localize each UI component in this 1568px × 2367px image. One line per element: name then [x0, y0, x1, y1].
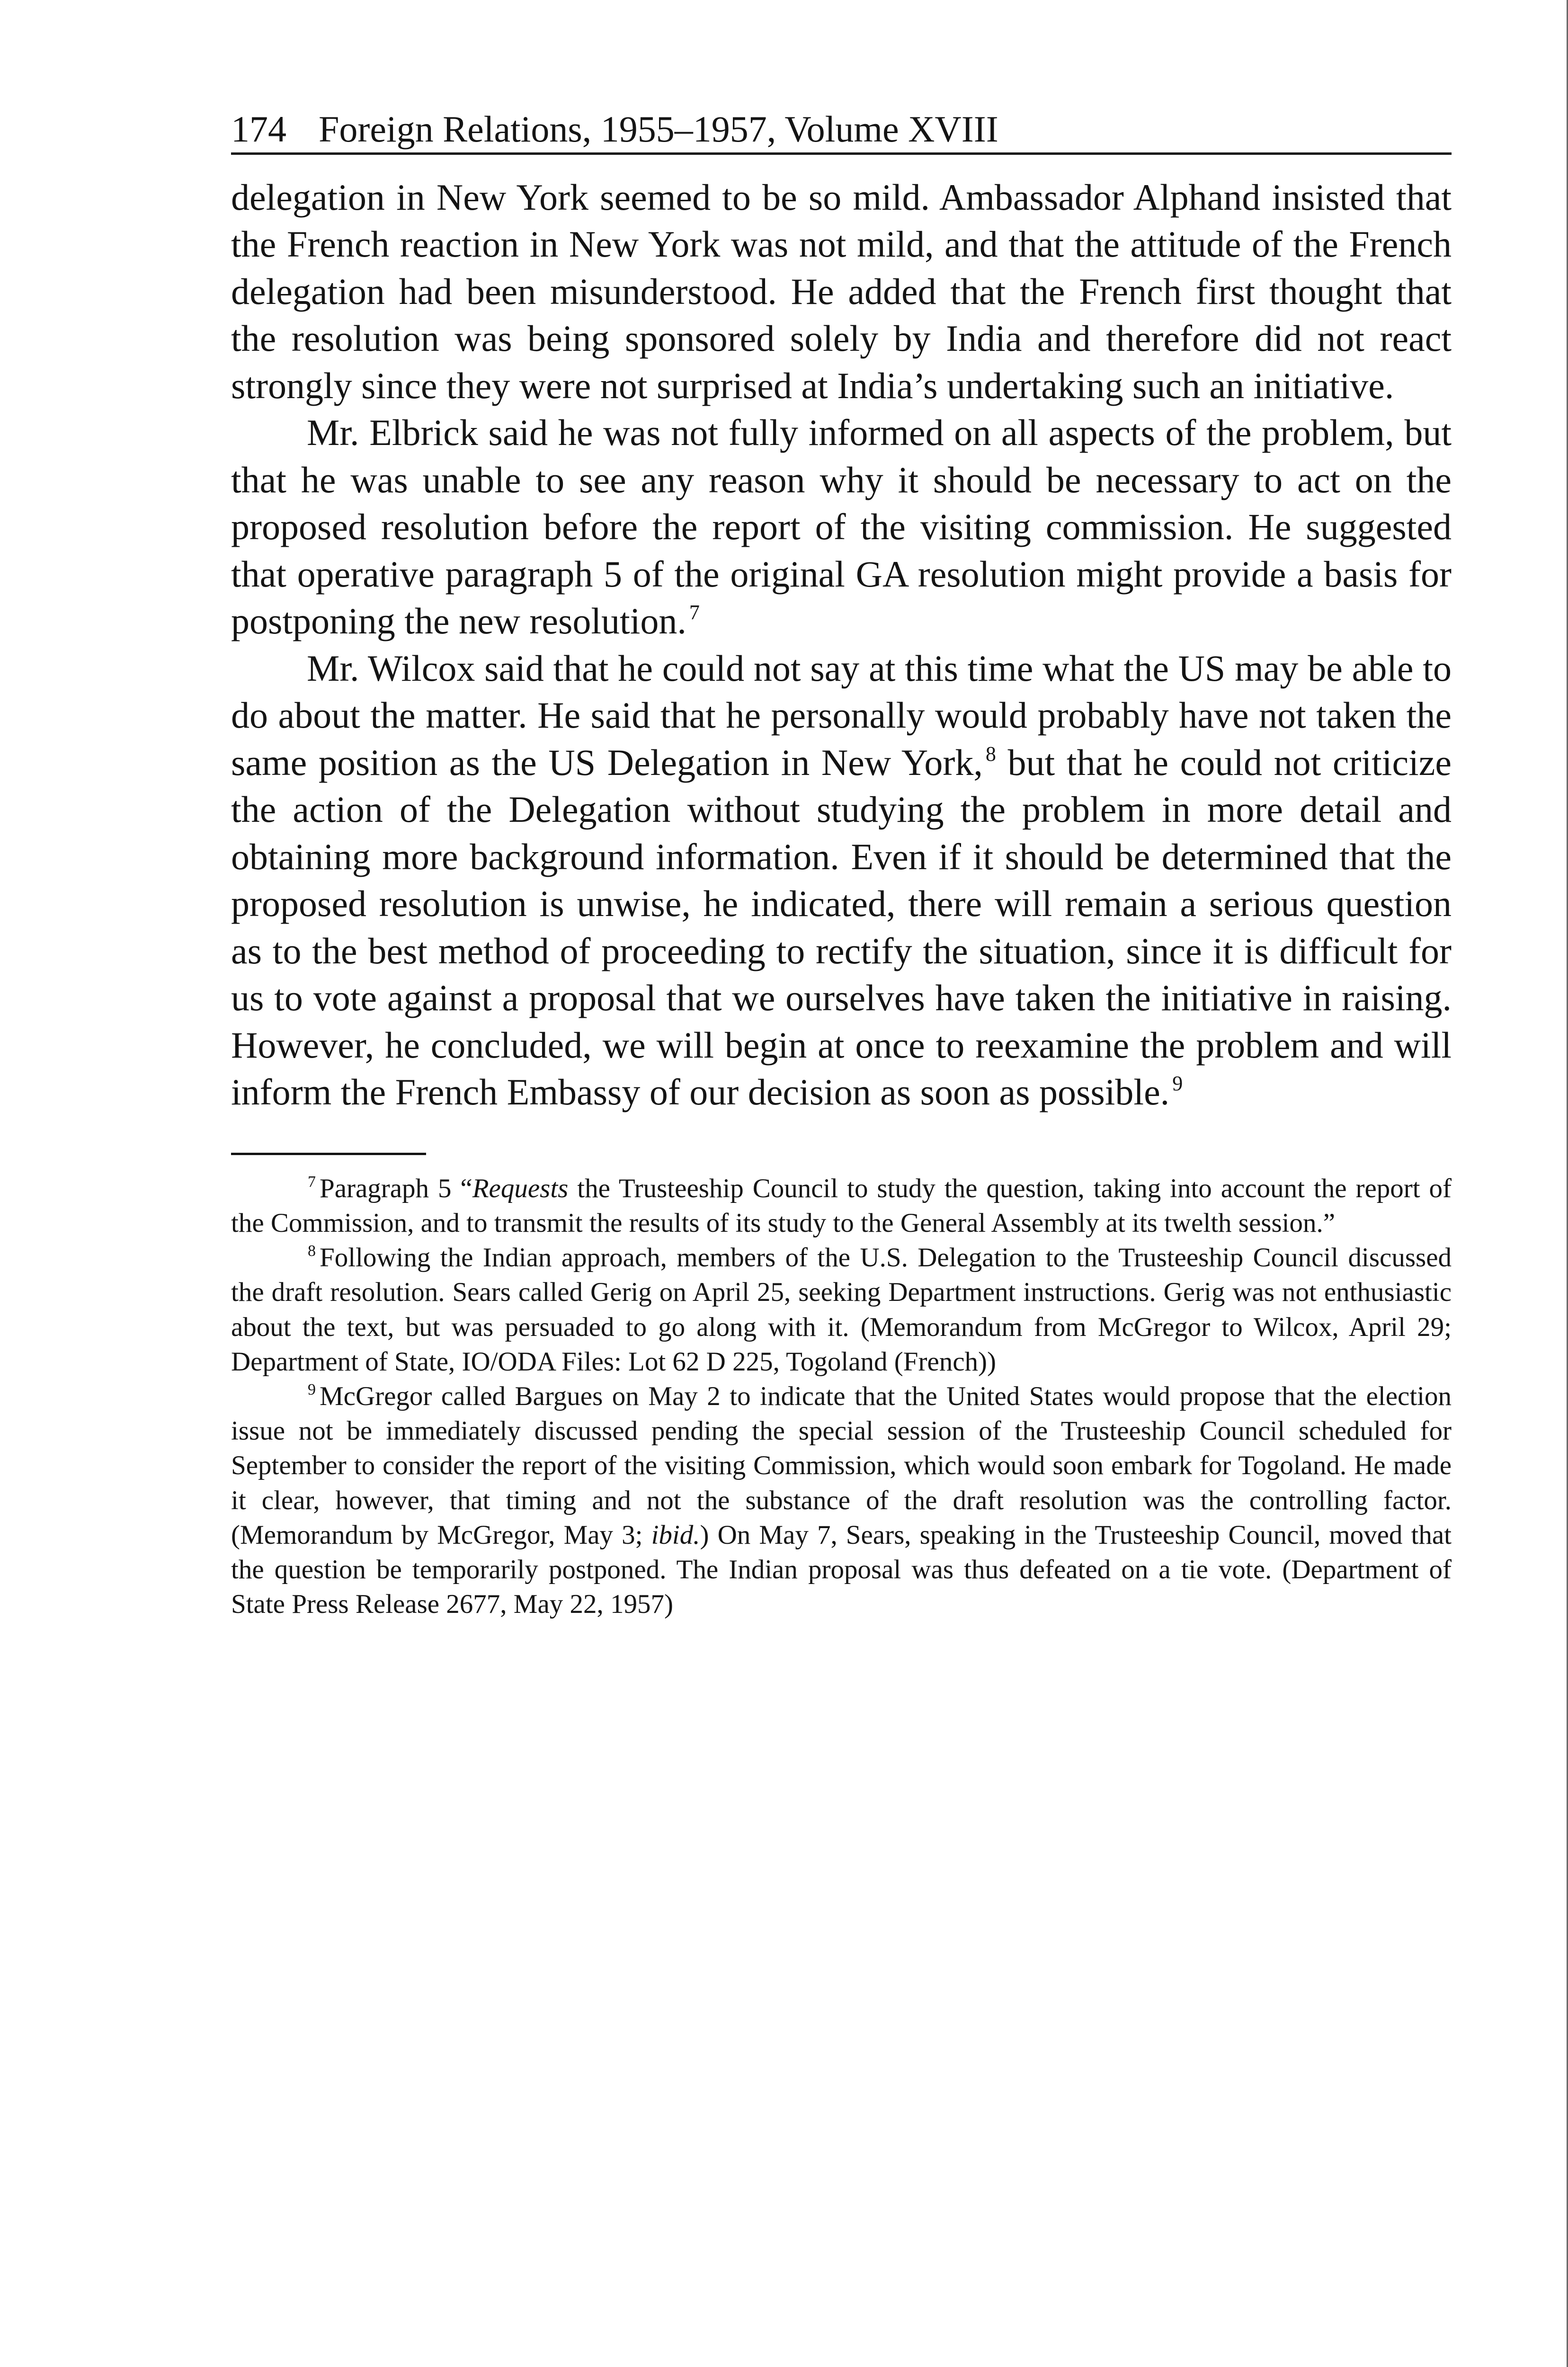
document-page	[231, 109, 1452, 1621]
footnotes	[231, 1171, 1452, 1622]
paragraph-3-text-b: but that he could not criticize the action of the Delegation without studying the problem in more detail and obtaining more background information. Even if it should be determined that the proposed resolution is unwise, he indicated, there will remain a serious question as to the best method of proceeding to rectify the situation, since it is difficult for us to vote against a proposal that we ourselves have taken the initiative in raising. However, he concluded, we will begin at once to reexamine the problem and will inform the French Embassy of our decision as soon as possible.	[231, 741, 1452, 1113]
paragraph-3-text-a: Mr. Wilcox said that he could not say at this time what the US may be able to do about the matter. He said that he personally would probably have not taken the same position as the US Delegation in New York,	[231, 647, 1452, 783]
footnote-9-rest: ) On May 7, Sears, speaking in the Trusteeship Council, moved that the question be temporarily postponed. The Indian proposal was thus defeated on a tie vote. (Department of State Press Release 2677, May 22, 1957)	[231, 1520, 1452, 1620]
paragraph-2-text: Mr. Elbrick said he was not fully informed on all aspects of the problem, but that he was unable to see any reason why it should be necessary to act on the proposed resolution before the report of the visiting commission. He suggested that operative paragraph 5 of the original GA resolution might provide a basis for postponing the new resolution.	[231, 412, 1452, 642]
footnote-8	[231, 1240, 1452, 1379]
paragraph-1-text: delegation in New York seemed to be so mild. Ambassador Alphand insisted that the French reaction in New York was not mild, and that the attitude of the French delegation had been misunderstood. He added that the French first thought that the resolution was being sponsored solely by India and therefore did not react strongly since they were not surprised at India’s undertaking such an initiative.	[231, 176, 1452, 406]
body-text	[231, 174, 1452, 1116]
volume-title: Foreign Relations, 1955–1957, Volume XVIII	[319, 108, 998, 150]
footnote-ref-7: 7	[689, 601, 700, 624]
footnote-9-lead: McGregor called Bargues on May 2 to indicate that the United States would propose that the election issue not be immediately discussed pending the special session of the Trusteeship Council scheduled for September to consider the report of the visiting Commission, which would soon embark for Togoland. He made it clear, however, that timing and not the substance of the draft resolution was the controlling factor. (Memorandum by McGregor, May 3;	[231, 1381, 1452, 1550]
page-number: 174	[231, 108, 286, 150]
running-head	[231, 109, 1452, 155]
footnote-9	[231, 1379, 1452, 1621]
paragraph-1	[231, 174, 1452, 409]
footnote-ref-9: 9	[1172, 1072, 1183, 1095]
paragraph-2	[231, 409, 1452, 645]
footnote-7	[231, 1171, 1452, 1240]
footnote-9-marker: 9	[308, 1381, 316, 1399]
paragraph-3	[231, 645, 1452, 1116]
footnote-9-italic: ibid.	[651, 1520, 700, 1550]
footnote-7-italic: Requests	[472, 1173, 569, 1203]
footnote-divider	[231, 1153, 426, 1155]
footnote-7-marker: 7	[308, 1173, 316, 1191]
footnote-7-lead: Paragraph 5 “	[320, 1173, 472, 1203]
footnote-7-rest: the Trusteeship Council to study the question, taking into account the report of the Commission, and to transmit the results of its study to the General Assembly at its twelth session.”	[231, 1173, 1452, 1238]
footnote-8-marker: 8	[308, 1242, 316, 1260]
footnote-ref-8: 8	[985, 742, 996, 765]
footnote-8-text: Following the Indian approach, members of the U.S. Delegation to the Trusteeship Council discussed the draft resolution. Sears called Gerig on April 25, seeking Department instructions. Gerig was not enthusiastic about the text, but was persuaded to go along with it. (Memorandum from McGregor to Wilcox, April 29; Department of State, IO/ODA Files: Lot 62 D 225, Togoland (French))	[231, 1243, 1452, 1377]
